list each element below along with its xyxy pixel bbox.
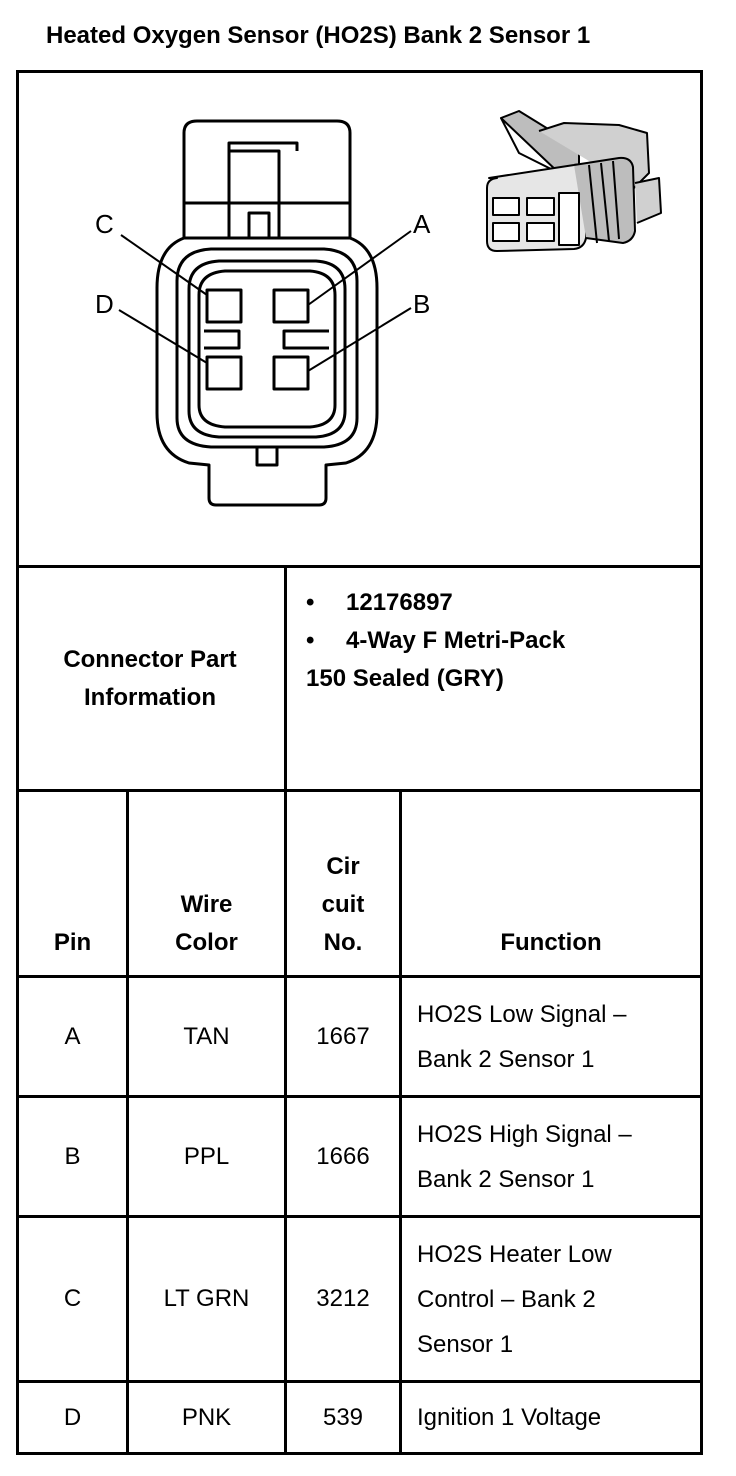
header-circuit-no: Cir cuit No. [321,853,365,956]
part-number-row: • 12176897 [306,589,453,616]
row-b-pin: B [64,1142,81,1170]
connector-face-icon [119,121,411,505]
pin-label-d: D [95,289,114,319]
row-a-function: HO2S Low Signal – Bank 2 Sensor 1 [417,1000,627,1073]
pin-label-c: C [95,209,114,239]
row-b-wire-color: PPL [183,1142,230,1170]
row-c-circuit: 3212 [316,1285,370,1312]
row-d-wire-color: PNK [181,1403,232,1431]
row-c-function: HO2S Heater Low Control – Bank 2 Sensor 1 [417,1240,612,1358]
header-function: Function [500,929,602,956]
header-wire-color: Wire Color [175,891,238,956]
row-d-function: Ignition 1 Voltage [417,1403,602,1431]
row-a-wire-color: TAN [183,1022,230,1050]
connector-type-continuation: 150 Sealed (GRY) [306,665,504,692]
row-d-circuit: 539 [322,1403,364,1431]
row-c-wire-color: LT GRN [163,1285,250,1312]
row-c-pin: C [63,1285,82,1312]
row-a-pin: A [64,1022,81,1050]
header-pin: Pin [53,929,92,956]
row-b-circuit: 1666 [316,1142,370,1170]
row-b-function: HO2S High Signal – Bank 2 Sensor 1 [417,1120,632,1193]
part-info-label: Connector Part Information [63,645,237,711]
row-a-circuit: 1667 [316,1022,370,1050]
page-title: Heated Oxygen Sensor (HO2S) Bank 2 Sensor 1 [46,22,591,49]
connector-diagram [19,73,700,565]
connector-type-row: • 4-Way F Metri-Pack [306,627,566,654]
row-d-pin: D [63,1403,82,1431]
part-info-details [306,584,696,698]
pin-label-a: A [413,209,431,239]
pin-label-b: B [413,289,431,319]
connector-3d-icon [487,111,661,251]
